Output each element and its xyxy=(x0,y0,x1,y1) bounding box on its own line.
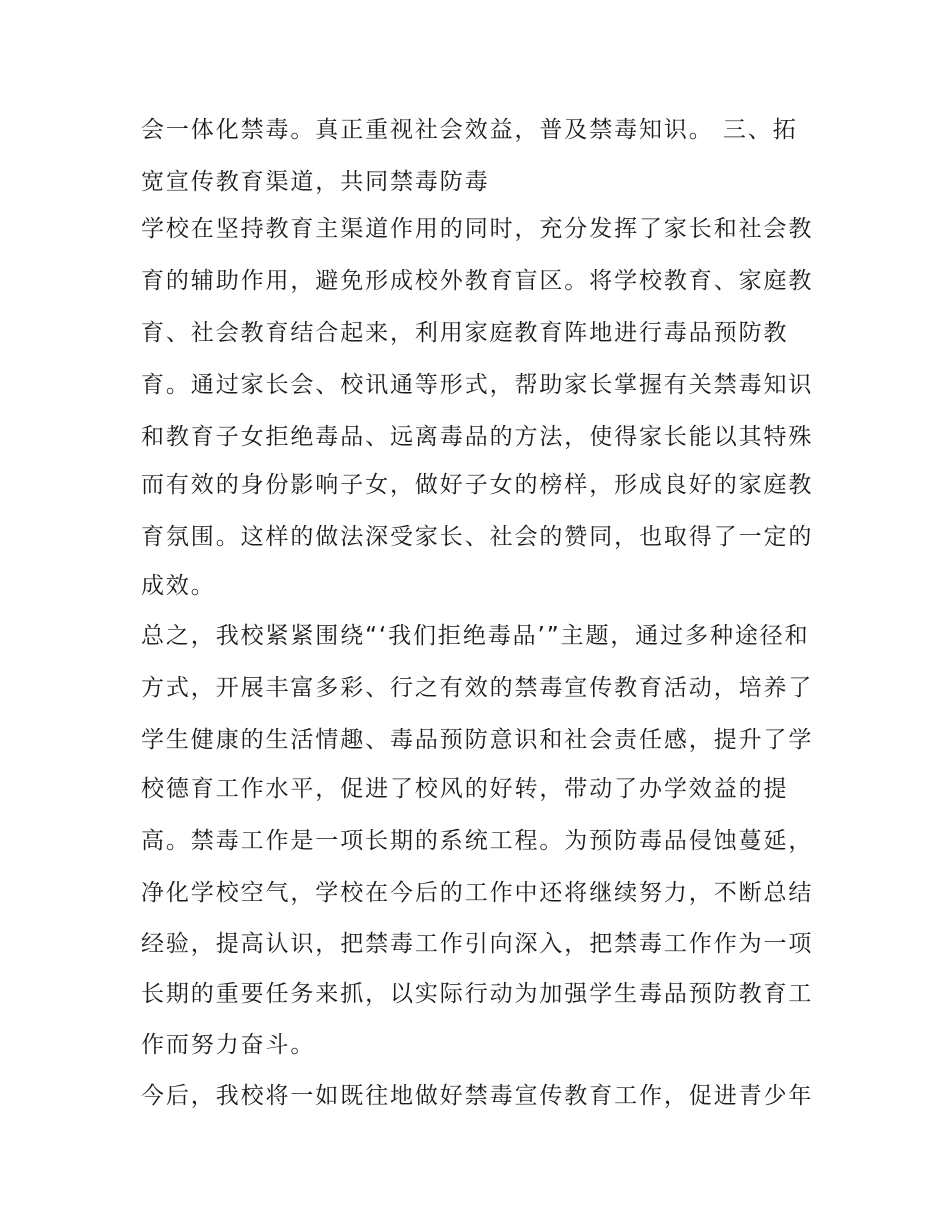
text-line: 作而努力奋斗。 xyxy=(141,1032,316,1058)
text-line: 育的辅助作用，避免形成校外教育盲区。将学校教育、家庭教 xyxy=(141,268,814,294)
text-line: 校德育工作水平，促进了校风的好转，带动了办学效益的提 xyxy=(141,776,789,802)
text-line: 学校在坚持教育主渠道作用的同时，充分发挥了家长和社会教 xyxy=(141,216,814,242)
text-line: 高。禁毒工作是一项长期的系统工程。为预防毒品侵蚀蔓延， xyxy=(141,828,814,854)
text-line: 学生健康的生活情趣、毒品预防意识和社会责任感，提升了学 xyxy=(141,727,814,753)
text-line: 育、社会教育结合起来，利用家庭教育阵地进行毒品预防教 xyxy=(141,320,789,346)
text-line: 总之，我校紧紧围绕“‘我们拒绝毒品’”主题，通过多种途径和 xyxy=(141,623,810,649)
text-line: 育。通过家长会、校讯通等形式，帮助家长掌握有关禁毒知识 xyxy=(141,372,814,398)
text-line: 成效。 xyxy=(141,573,216,599)
text-line: 育氛围。这样的做法深受家长、社会的赞同，也取得了一定的 xyxy=(141,524,814,550)
text-line: 会一体化禁毒。真正重视社会效益，普及禁毒知识。 三、拓 xyxy=(141,117,798,143)
text-line: 方式，开展丰富多彩、行之有效的禁毒宣传教育活动，培养了 xyxy=(141,675,814,701)
text-line: 和教育子女拒绝毒品、远离毒品的方法，使得家长能以其特殊 xyxy=(141,424,814,450)
text-line: 今后，我校将一如既往地做好禁毒宣传教育工作，促进青少年 xyxy=(141,1083,814,1109)
text-line: 经验，提高认识，把禁毒工作引向深入，把禁毒工作作为一项 xyxy=(141,931,814,957)
text-line: 宽宣传教育渠道，共同禁毒防毒 xyxy=(141,169,490,195)
text-line: 净化学校空气，学校在今后的工作中还将继续努力，不断总结 xyxy=(141,880,814,906)
text-line: 长期的重要任务来抓，以实际行动为加强学生毒品预防教育工 xyxy=(141,981,814,1007)
text-line: 而有效的身份影响子女，做好子女的榜样，形成良好的家庭教 xyxy=(141,472,814,498)
